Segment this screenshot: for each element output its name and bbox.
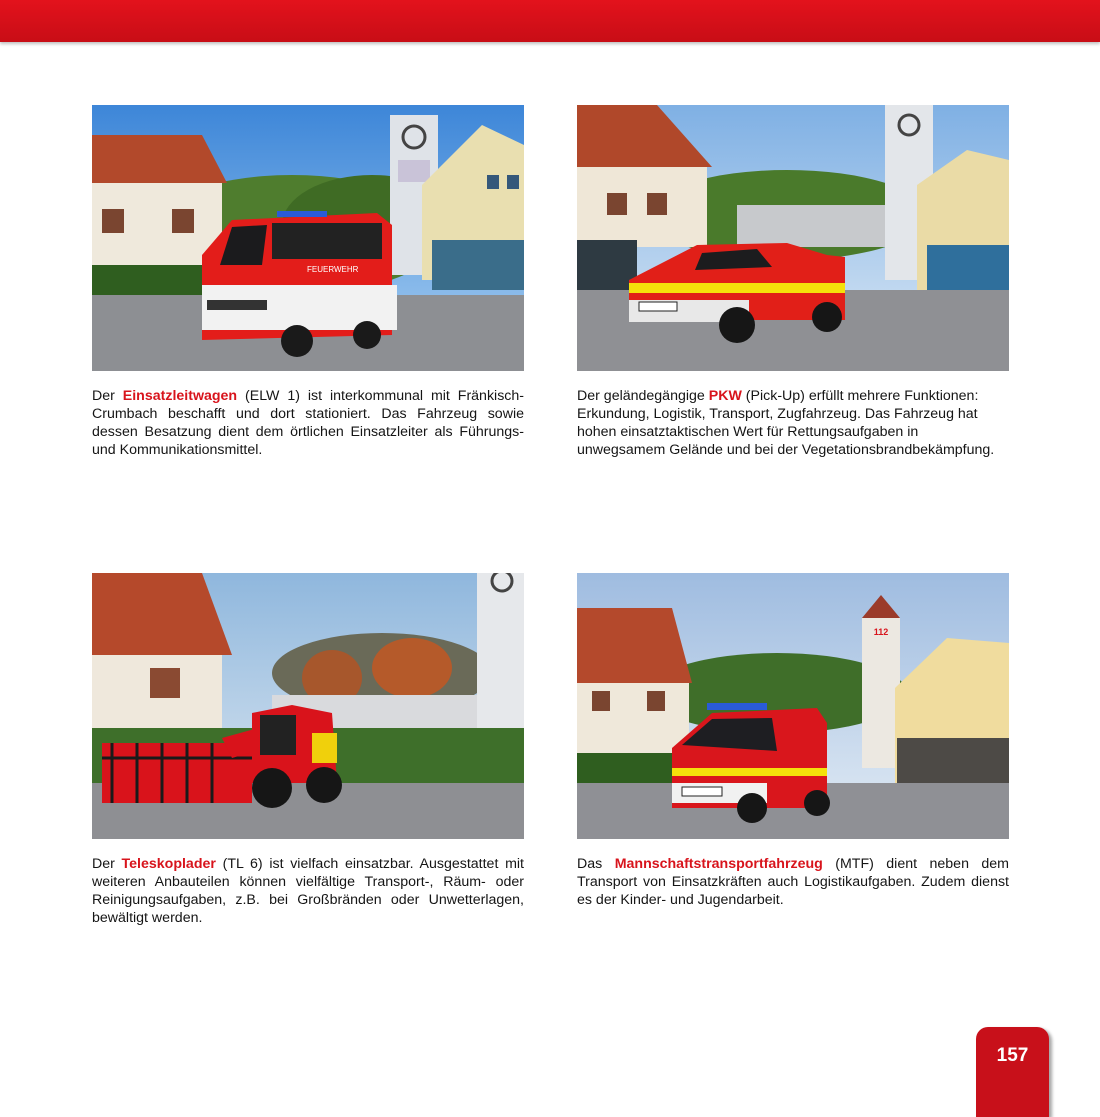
vehicle-name-highlight: Teleskoplader [121, 856, 216, 872]
caption-pre: Der [92, 856, 122, 872]
card-caption [577, 855, 1009, 909]
caption-pre: Das [577, 856, 615, 872]
caption-post: (MTF) dient neben dem Transport von Einsatzkräften auch Logistikaufgaben. Zudem dienst es der Kinder- und Jugendarbeit. [577, 856, 1010, 908]
card-caption [92, 855, 524, 927]
vehicle-card-telehandler [92, 573, 524, 927]
caption-pre: Der [92, 388, 123, 404]
caption-post: (ELW 1) ist interkommunal mit Fränkisch-Crumbach beschafft und dort stationiert. Das Fahrzeug sowie dessen Besatzung dient dem örtlichen Einsatzleiter als Führungs- und Kommunikationsmittel. [92, 388, 524, 458]
caption-post: (Pick-Up) erfüllt mehrere Funktionen: Erkundung, Logistik, Transport, Zugfahrzeug. Das Fahrzeug hat hohen einsatztaktischen Wert für Rettungsaufgaben in unwegsamem Gelände und bei der Vegetationsbrandbekämpfung. [577, 388, 995, 458]
van-lettering: FEUERWEHR [307, 265, 359, 274]
vehicle-name-highlight: PKW [708, 388, 742, 404]
vehicle-card-pkw [577, 105, 1009, 459]
telehandler-photo [92, 573, 524, 839]
vehicle-name-highlight: Einsatzleitwagen [122, 388, 238, 404]
vehicle-name-highlight: Mannschaftstransportfahrzeug [614, 856, 823, 872]
caption-post: (TL 6) ist vielfach einsatzbar. Ausgestattet mit weiteren Anbauteilen können vielfältige Transport-, Räum- oder Reinigungsaufgaben, z.B. bei Großbränden oder Unwetterlagen, bewältigt werden. [92, 856, 524, 926]
pickup-truck-photo [577, 105, 1009, 371]
vehicle-card-mtf [577, 573, 1009, 909]
top-red-bar [0, 0, 1100, 42]
page-number: 157 [996, 1045, 1029, 1066]
caption-pre: Der geländegängige [577, 388, 709, 404]
vehicle-card-elw [92, 105, 524, 459]
fire-command-van-photo [92, 105, 524, 371]
card-caption [577, 387, 1009, 459]
crew-transport-van-photo [577, 573, 1009, 839]
page-number-tab [976, 1027, 1049, 1117]
card-caption [92, 387, 524, 459]
tower-sign: 112 [873, 627, 889, 637]
